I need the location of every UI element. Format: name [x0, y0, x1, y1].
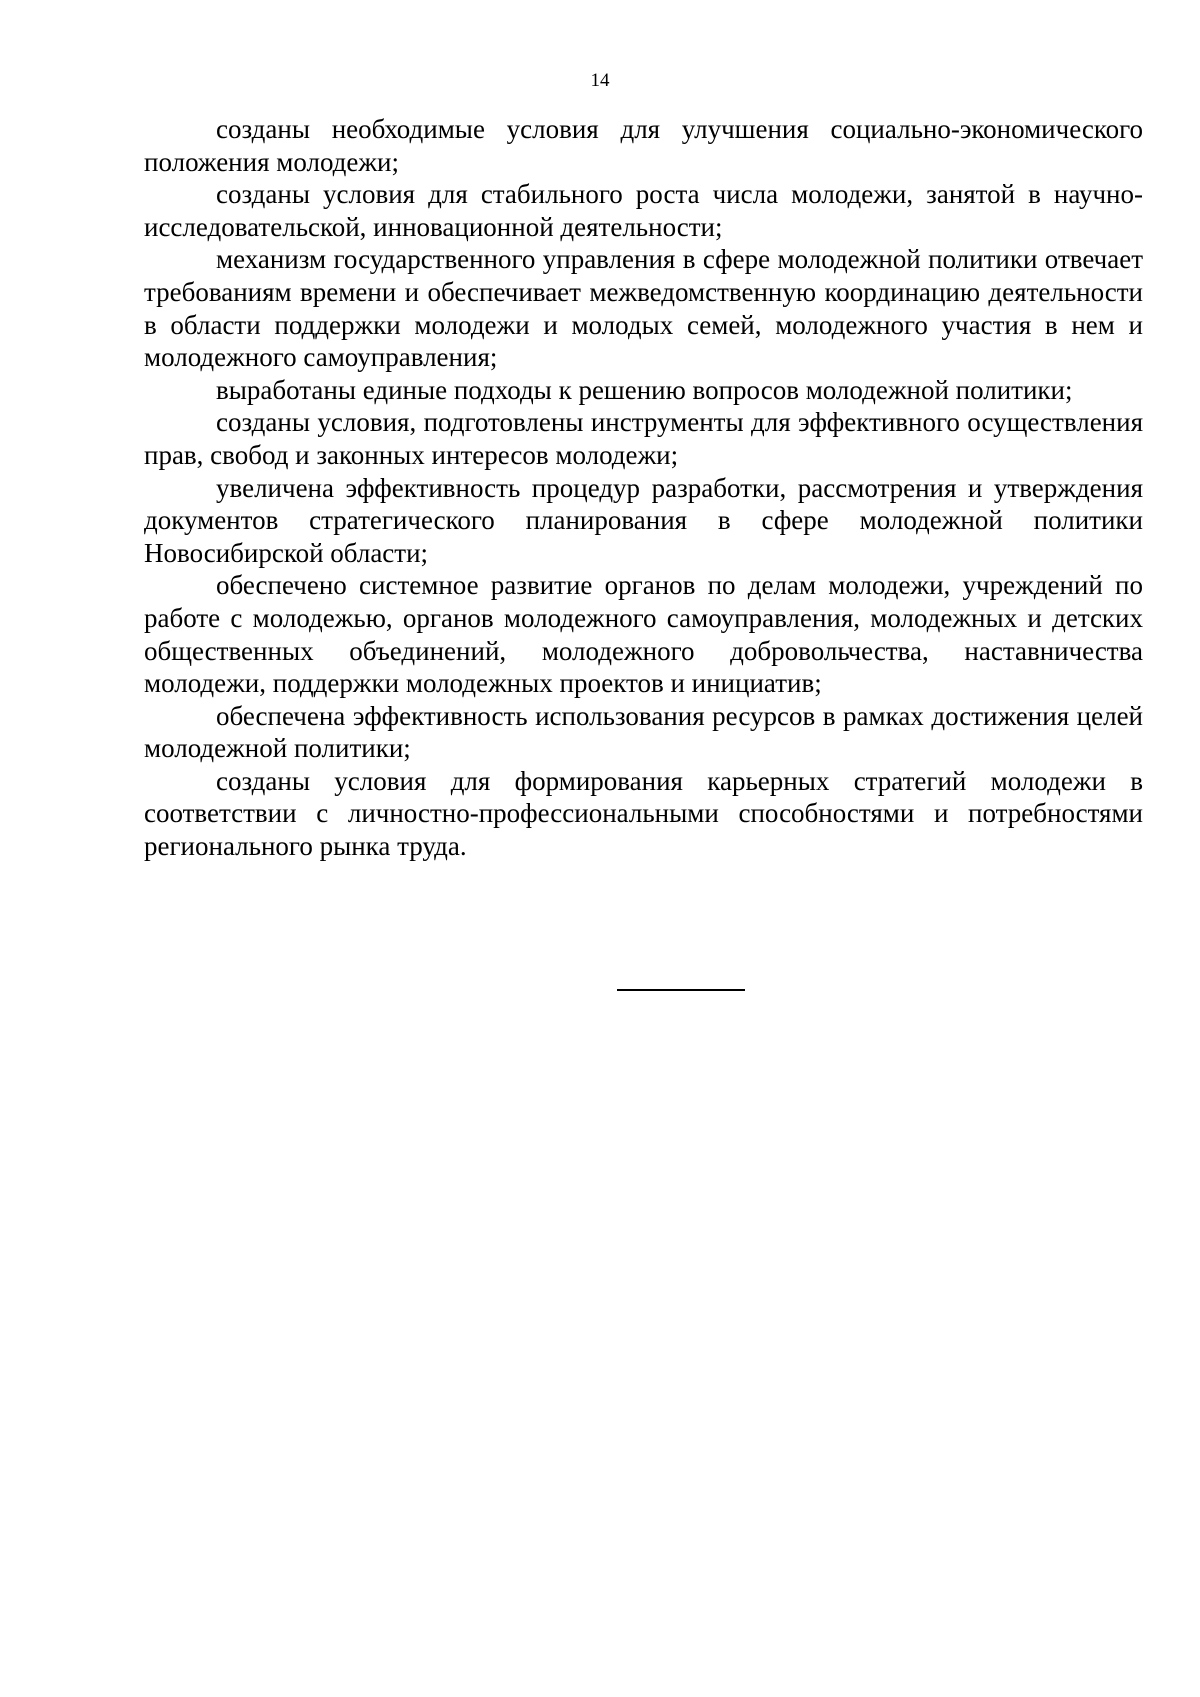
paragraph: обеспечено системное развитие органов по делам молодежи, учреждений по работе с молодежью, органов молодежного самоуправления, молодежных и детских общественных объединений, молодежного добровольчества, наставничества молодежи, поддержки молодежных проектов и инициатив;	[144, 570, 1143, 699]
paragraph: созданы условия для стабильного роста числа молодежи, занятой в научно-исследовательской, инновационной деятельности;	[144, 179, 1143, 242]
page-number: 14	[590, 70, 610, 91]
paragraph: выработаны единые подходы к решению вопросов молодежной политики;	[216, 374, 1073, 405]
document-body	[144, 113, 1143, 863]
paragraph: созданы необходимые условия для улучшения социально-экономического положения молодежи;	[144, 114, 1143, 177]
paragraph: созданы условия для формирования карьерных стратегий молодежи в соответствии с личностно-профессиональными способностями и потребностями регионального рынка труда.	[144, 765, 1143, 862]
paragraph: увеличена эффективность процедур разработки, рассмотрения и утверждения документов стратегического планирования в сфере молодежной политики Новосибирской области;	[144, 472, 1143, 568]
paragraph: механизм государственного управления в сфере молодежной политики отвечает требованиям времени и обеспечивает межведомственную координацию деятельности в области поддержки молодежи и молодых семей, молодежного участия в нем и молодежного самоуправления;	[144, 244, 1143, 373]
paragraph: созданы условия, подготовлены инструменты для эффективного осуществления прав, свобод и законных интересов молодежи;	[144, 407, 1143, 470]
end-of-document-divider	[617, 989, 745, 991]
paragraph: обеспечена эффективность использования ресурсов в рамках достижения целей молодежной политики;	[144, 700, 1143, 764]
